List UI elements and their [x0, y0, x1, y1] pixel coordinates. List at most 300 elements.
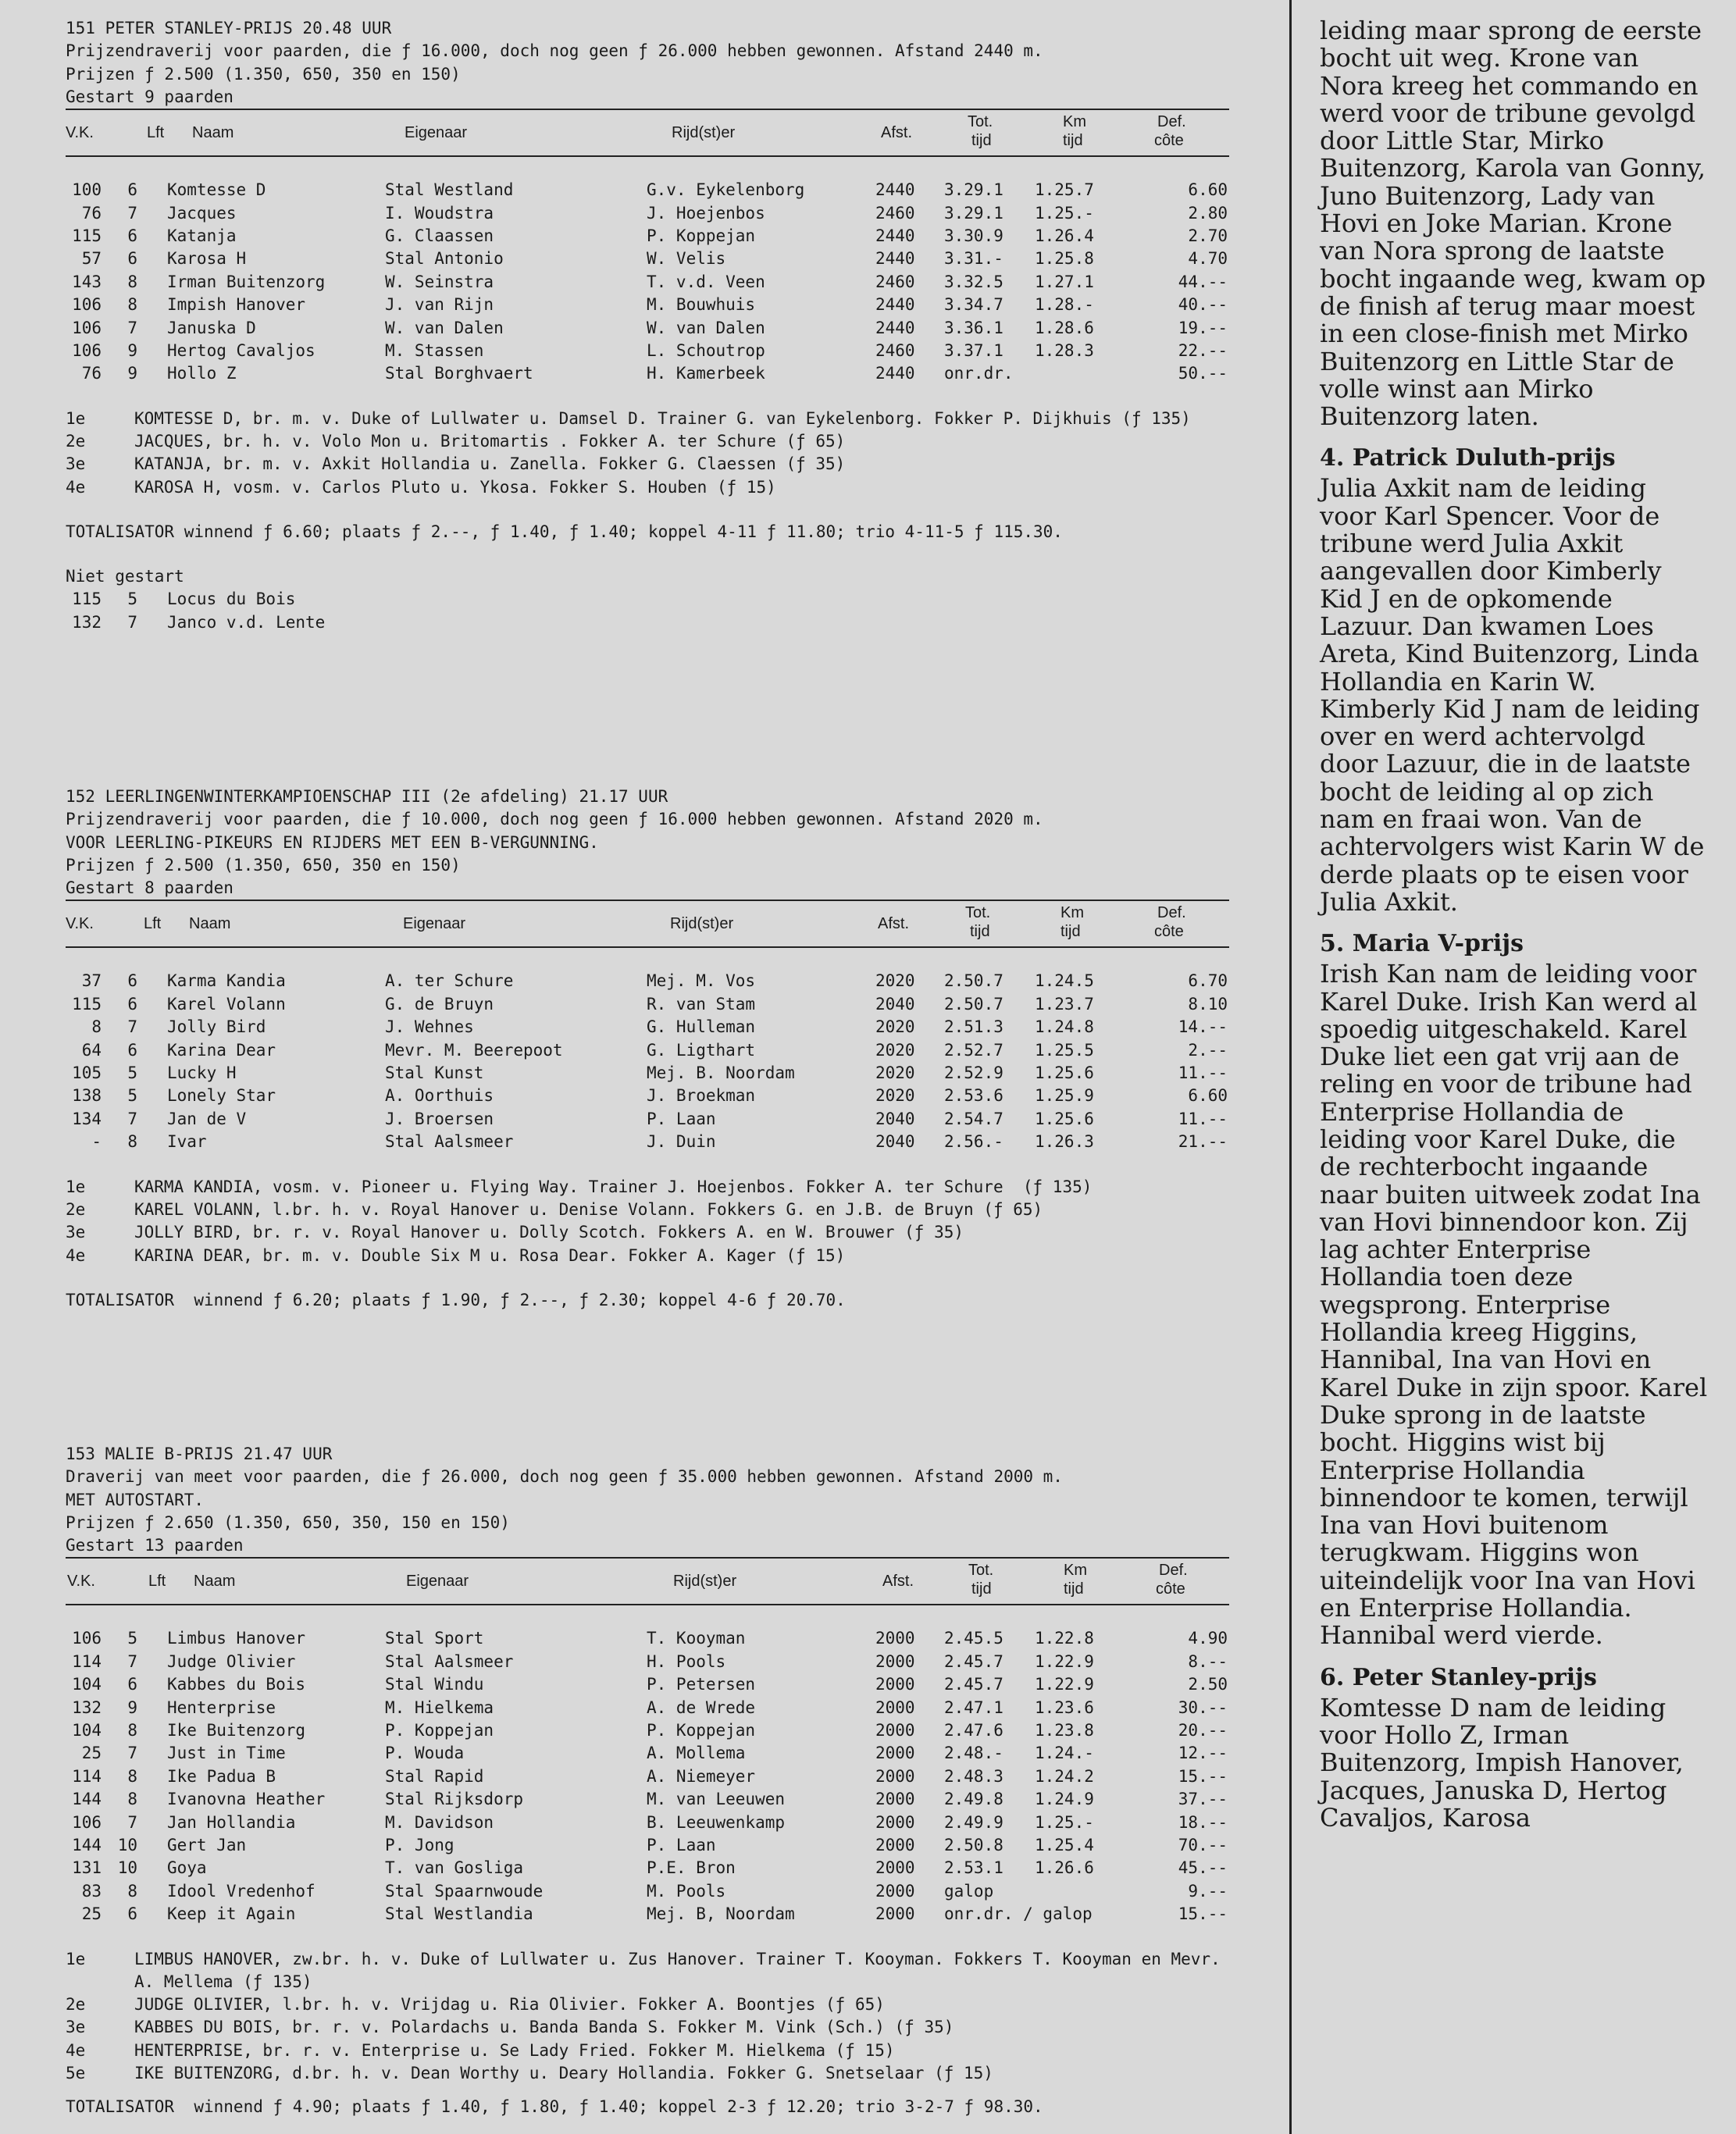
col-tot-1: Tot. [968, 1562, 994, 1580]
vk: 106 [72, 318, 102, 337]
col-rijder: Rijd(st)er [670, 915, 734, 933]
odds: 20.-- [1178, 1721, 1228, 1740]
horse-name: Irman Buitenzorg [167, 272, 326, 291]
lft: 10 [117, 1836, 137, 1854]
race-header [66, 17, 1237, 109]
lft: 6 [127, 1040, 137, 1060]
km-time: 1.23.6 [1035, 1698, 1094, 1717]
odds: 11.-- [1178, 1109, 1228, 1128]
odds: 30.-- [1178, 1698, 1228, 1717]
odds: 14.-- [1178, 1017, 1228, 1037]
km-time: 1.27.1 [1035, 272, 1094, 291]
lft: 7 [127, 1651, 137, 1671]
owner: G. Claassen [385, 226, 494, 245]
total-time: onr.dr. / galop [944, 1904, 1093, 1924]
race-prizes: Prijzen ƒ 2.500 (1.350, 650, 350 en 150) [66, 855, 461, 875]
col-vk: V.K. [67, 1573, 95, 1591]
placing [66, 1245, 1237, 1267]
race-title: 153 MALIE B-PRIJS 21.47 UUR [66, 1445, 333, 1463]
lft: 6 [127, 994, 137, 1014]
odds: 18.-- [1178, 1812, 1228, 1832]
totalisator: TOTALISATOR winnend ƒ 4.90; plaats ƒ 1.40, ƒ 1.80, ƒ 1.40; koppel 2-3 ƒ 12.20; trio 3-2-7 ƒ 98.30. [66, 2097, 1043, 2117]
total-time: 2.48.3 [944, 1766, 1003, 1786]
table-row [66, 202, 1237, 225]
odds: 8.10 [1188, 994, 1228, 1014]
driver: W. Velis [647, 249, 726, 269]
distance: 2020 [875, 971, 915, 991]
table-row [66, 179, 1237, 201]
table-row [66, 611, 1237, 634]
col-km-1: Km [1063, 113, 1086, 131]
total-time: 2.48.- [944, 1744, 1003, 1763]
col-naam: Naam [189, 915, 231, 933]
race-starters: Gestart 13 paarden [66, 1536, 244, 1555]
distance: 2440 [875, 318, 915, 337]
horse-name: Locus du Bois [167, 590, 296, 609]
lft: 6 [127, 226, 137, 245]
driver: M. Bouwhuis [647, 295, 756, 315]
table-row [66, 317, 1237, 340]
horse-name: Karma Kandia [167, 971, 286, 991]
lft: 5 [127, 1629, 137, 1648]
col-vk: V.K. [66, 124, 94, 142]
vk: 115 [72, 226, 102, 245]
placing-text: KABBES DU BOIS, br. r. v. Polardachs u. Banda Banda S. Fokker M. Vink (Sch.) (ƒ 35) [134, 2018, 954, 2037]
total-time: 3.36.1 [944, 318, 1003, 337]
km-time: 1.22.9 [1035, 1675, 1094, 1694]
horse-name: Karina Dear [167, 1040, 276, 1060]
horse-name: Idool Vredenhof [167, 1881, 315, 1901]
vk: 132 [72, 612, 102, 632]
horse-name: Impish Hanover [167, 295, 306, 315]
lft: 6 [127, 249, 137, 269]
owner: A. ter Schure [385, 971, 514, 991]
horse-name: Janco v.d. Lente [167, 612, 326, 632]
km-time: 1.23.8 [1035, 1721, 1094, 1740]
km-time: 1.24.- [1035, 1744, 1094, 1763]
col-km-2: tijd [1063, 132, 1083, 150]
vk: 25 [81, 1744, 102, 1763]
owner: P. Wouda [385, 1744, 465, 1763]
total-time: 2.54.7 [944, 1109, 1003, 1128]
total-time: 2.49.9 [944, 1812, 1003, 1832]
vk: 106 [72, 340, 102, 360]
distance: 2460 [875, 340, 915, 360]
distance: 2000 [875, 1721, 915, 1740]
distance: 2440 [875, 249, 915, 269]
odds: 2.50 [1188, 1675, 1228, 1694]
lft: 7 [127, 612, 137, 632]
total-time: galop [944, 1881, 994, 1901]
placing [66, 453, 1237, 476]
odds: 6.60 [1188, 180, 1228, 200]
owner: Stal Windu [385, 1675, 484, 1694]
distance: 2440 [875, 226, 915, 245]
placing-rank: 2e [66, 1199, 86, 1219]
result-table [66, 179, 1237, 386]
owner: M. Hielkema [385, 1698, 494, 1717]
owner: Stal Aalsmeer [385, 1132, 514, 1152]
placing [66, 476, 1237, 499]
lft: 6 [127, 180, 137, 200]
table-row [66, 1039, 1237, 1062]
placing-text: IKE BUITENZORG, d.br. h. v. Dean Worthy u. Deary Hollandia. Fokker G. Snetselaar (ƒ 15) [134, 2064, 993, 2083]
km-time: 1.24.5 [1035, 971, 1094, 991]
vk: 106 [72, 295, 102, 315]
total-time: 2.49.8 [944, 1790, 1003, 1809]
horse-name: Ike Buitenzorg [167, 1721, 306, 1740]
km-time: 1.25.6 [1035, 1109, 1094, 1128]
lft: 6 [127, 1904, 137, 1924]
lft: 9 [127, 1698, 137, 1717]
km-time: 1.26.4 [1035, 226, 1094, 245]
vk: 104 [72, 1721, 102, 1740]
placing-rank: 1e [66, 1177, 86, 1196]
lft: 8 [127, 1721, 137, 1740]
vk: 76 [81, 364, 102, 383]
placing-text: JUDGE OLIVIER, l.br. h. v. Vrijdag u. Ria Olivier. Fokker A. Boontjes (ƒ 65) [134, 1995, 885, 2015]
km-time: 1.25.- [1035, 203, 1094, 223]
driver: W. van Dalen [647, 318, 765, 337]
horse-name: Katanja [167, 226, 237, 245]
horse-name: Januska D [167, 318, 256, 337]
table-row [66, 1765, 1237, 1788]
owner: Stal Rijksdorp [385, 1790, 524, 1809]
owner: Stal Kunst [385, 1063, 484, 1083]
distance: 2440 [875, 180, 915, 200]
km-time: 1.26.6 [1035, 1858, 1094, 1878]
owner: M. Stassen [385, 340, 484, 360]
table-row [66, 1719, 1237, 1742]
vk: 57 [81, 249, 102, 269]
owner: J. Wehnes [385, 1017, 474, 1037]
vk: 83 [81, 1881, 102, 1901]
km-time: 1.25.5 [1035, 1040, 1094, 1060]
km-time: 1.25.- [1035, 1812, 1094, 1832]
placing [66, 408, 1237, 430]
col-lft: Lft [148, 1573, 166, 1591]
total-time: 3.29.1 [944, 203, 1003, 223]
placing [66, 1948, 1237, 1994]
report-paragraph: Komtesse D nam de leiding voor Hollo Z, Irman Buitenzorg, Impish Hanover, Jacques, Januska D, Hertog Cavaljos, Karosa [1320, 1692, 1684, 1833]
report-heading: 6. Peter Stanley-prijs [1320, 1663, 1597, 1691]
horse-name: Kabbes du Bois [167, 1675, 306, 1694]
total-time: 2.56.- [944, 1132, 1003, 1152]
odds: 11.-- [1178, 1063, 1228, 1083]
lft: 5 [127, 1063, 137, 1083]
placing-text: KAROSA H, vosm. v. Carlos Pluto u. Ykosa. Fokker S. Houben (ƒ 15) [134, 477, 776, 497]
report-paragraph: leiding maar sprong de eerste bocht uit weg. Krone van Nora kreeg het commando en werd voor de tribune gevolgd door Little Star, Mirko Buitenzorg, Karola van Gonny, Juno Buitenzorg, Lady van Hovi en Joke Marian. Krone van Nora sprong de laatste bocht ingaande weg, kwam op de finish af terug maar moest in een close-finish met Mirko Buitenzorg en Little Star de volle winst aan Mirko Buitenzorg laten. [1320, 16, 1706, 432]
owner: P. Jong [385, 1836, 454, 1854]
driver: J. Duin [647, 1132, 716, 1152]
distance: 2000 [875, 1698, 915, 1717]
total-time: 2.47.6 [944, 1721, 1003, 1740]
col-afst: Afst. [881, 124, 913, 142]
col-def-2: côte [1154, 132, 1184, 150]
total-time: 2.52.9 [944, 1063, 1003, 1083]
vk: 131 [72, 1858, 102, 1878]
race-conditions: Draverij van meet voor paarden, die ƒ 26.000, doch nog geen ƒ 35.000 hebben gewonnen. Afstand 2000 m. [66, 1467, 1063, 1487]
report-heading: 4. Patrick Duluth-prijs [1320, 444, 1616, 472]
odds: 2.70 [1188, 226, 1228, 245]
odds: 2.80 [1188, 203, 1228, 223]
col-naam: Naam [194, 1573, 236, 1591]
table-row [66, 1673, 1237, 1696]
total-time: 2.47.1 [944, 1698, 1003, 1717]
km-time: 1.24.8 [1035, 1017, 1094, 1037]
lft: 5 [127, 1086, 137, 1106]
owner: Stal Sport [385, 1629, 484, 1648]
table-row [66, 1742, 1237, 1765]
table-row [66, 993, 1237, 1016]
distance: 2460 [875, 272, 915, 291]
horse-name: Henterprise [167, 1698, 276, 1717]
table-row [66, 1834, 1237, 1857]
placing-rank: 1e [66, 1949, 86, 1968]
lft: 9 [127, 364, 137, 383]
horse-name: Komtesse D [167, 180, 266, 200]
table-row [66, 1131, 1237, 1153]
distance: 2440 [875, 364, 915, 383]
column-header [66, 109, 1237, 157]
horse-name: Goya [167, 1858, 207, 1878]
owner: I. Woudstra [385, 203, 494, 223]
table-row [66, 1697, 1237, 1719]
driver: B. Leeuwenkamp [647, 1812, 786, 1832]
lft: 8 [127, 272, 137, 291]
not-started-label: Niet gestart [66, 567, 184, 586]
distance: 2440 [875, 295, 915, 315]
lft: 8 [127, 295, 137, 315]
table-row [66, 1788, 1237, 1811]
table-row [66, 1108, 1237, 1131]
lft: 8 [127, 1132, 137, 1152]
col-tot-2: tijd [970, 923, 990, 941]
col-rijder: Rijd(st)er [672, 124, 736, 142]
lft: 7 [127, 318, 137, 337]
column-divider [1289, 0, 1292, 2134]
horse-name: Hertog Cavaljos [167, 340, 315, 360]
lft: 7 [127, 203, 137, 223]
distance: 2040 [875, 1109, 915, 1128]
distance: 2000 [875, 1904, 915, 1924]
placing-text: JACQUES, br. h. v. Volo Mon u. Britomartis . Fokker A. ter Schure (ƒ 65) [134, 432, 846, 451]
owner: Stal Aalsmeer [385, 1651, 514, 1671]
vk: 115 [72, 590, 102, 609]
placing [66, 430, 1237, 453]
lft: 7 [127, 1017, 137, 1037]
driver: R. van Stam [647, 994, 756, 1014]
lft: 7 [127, 1812, 137, 1832]
col-tot-2: tijd [971, 1580, 992, 1598]
race-header [66, 786, 1237, 900]
total-time: 3.31.- [944, 249, 1003, 269]
placing-text: HENTERPRISE, br. r. v. Enterprise u. Se Lady Fried. Fokker M. Hielkema (ƒ 15) [134, 2040, 895, 2060]
table-row [66, 271, 1237, 294]
distance: 2000 [875, 1790, 915, 1809]
race-prizes: Prijzen ƒ 2.500 (1.350, 650, 350 en 150) [66, 64, 461, 84]
driver: H. Pools [647, 1651, 726, 1671]
odds: 12.-- [1178, 1744, 1228, 1763]
placing-rank: 4e [66, 2040, 86, 2060]
lft: 8 [127, 1766, 137, 1786]
table-row [66, 1085, 1237, 1107]
km-time: 1.22.9 [1035, 1651, 1094, 1671]
distance: 2460 [875, 203, 915, 223]
owner: A. Oorthuis [385, 1086, 494, 1106]
horse-name: Gert Jan [167, 1836, 247, 1854]
col-rijder: Rijd(st)er [673, 1573, 737, 1591]
horse-name: Karel Volann [167, 994, 286, 1014]
col-km-1: Km [1060, 904, 1084, 922]
col-def-1: Def. [1159, 1562, 1188, 1580]
driver: L. Schoutrop [647, 340, 765, 360]
report-paragraph: Julia Axkit nam de leiding voor Karl Spencer. Voor de tribune werd Julia Axkit aangevallen door Kimberly Kid J en de opkomende Lazuur. Dan kwamen Loes Areta, Kind Buitenzorg, Linda Hollandia en Karin W. Kimberly Kid J nam de leiding over en werd achtervolgd door Lazuur, die in de laatste bocht de leiding al op zich nam en fraai won. Van de achtervolgers wist Karin W de derde plaats op te eisen voor Julia Axkit. [1320, 473, 1705, 917]
total-time: 2.51.3 [944, 1017, 1003, 1037]
table-row [66, 1812, 1237, 1834]
total-time: 3.34.7 [944, 295, 1003, 315]
horse-name: Jolly Bird [167, 1017, 266, 1037]
km-time: 1.25.4 [1035, 1836, 1094, 1854]
race-conditions: Prijzendraverij voor paarden, die ƒ 16.000, doch nog geen ƒ 26.000 hebben gewonnen. Afstand 2440 m. [66, 41, 1043, 61]
driver: P. Laan [647, 1109, 716, 1128]
vk: 76 [81, 203, 102, 223]
distance: 2020 [875, 1040, 915, 1060]
placing-rank: 2e [66, 1995, 86, 2015]
table-row [66, 1903, 1237, 1926]
race-restriction: MET AUTOSTART. [66, 1490, 205, 1509]
km-time: 1.24.2 [1035, 1766, 1094, 1786]
distance: 2020 [875, 1063, 915, 1083]
distance: 2020 [875, 1086, 915, 1106]
placing-text: JOLLY BIRD, br. r. v. Royal Hanover u. Dolly Scotch. Fokkers A. en W. Brouwer (ƒ 35) [134, 1223, 964, 1242]
vk: 138 [72, 1086, 102, 1106]
lft: 7 [127, 1109, 137, 1128]
horse-name: Lonely Star [167, 1086, 276, 1106]
vk: 106 [72, 1629, 102, 1648]
odds: 21.-- [1178, 1132, 1228, 1152]
race-151 [66, 17, 1237, 634]
vk: 106 [72, 1812, 102, 1832]
placing-text: KARINA DEAR, br. m. v. Double Six M u. Rosa Dear. Fokker A. Kager (ƒ 15) [134, 1245, 846, 1265]
col-def-1: Def. [1157, 113, 1186, 131]
horse-name: Jan de V [167, 1109, 247, 1128]
col-eigenaar: Eigenaar [406, 1573, 469, 1591]
col-lft: Lft [147, 124, 165, 142]
driver: A. Mollema [647, 1744, 746, 1763]
lft: 6 [127, 971, 137, 991]
col-def-2: côte [1156, 1580, 1185, 1598]
col-km-2: tijd [1064, 1580, 1084, 1598]
odds: 15.-- [1178, 1904, 1228, 1924]
total-time: 2.50.7 [944, 971, 1003, 991]
lft: 9 [127, 340, 137, 360]
lft: 8 [127, 1790, 137, 1809]
owner: G. de Bruyn [385, 994, 494, 1014]
vk: 114 [72, 1651, 102, 1671]
total-time: 2.45.7 [944, 1651, 1003, 1671]
race-conditions: Prijzendraverij voor paarden, die ƒ 10.000, doch nog geen ƒ 16.000 hebben gewonnen. Afstand 2020 m. [66, 810, 1043, 829]
placing-rank: 3e [66, 1223, 86, 1242]
driver: T. Kooyman [647, 1629, 746, 1648]
horse-name: Just in Time [167, 1744, 286, 1763]
distance: 2020 [875, 1017, 915, 1037]
placing-rank: 4e [66, 1245, 86, 1265]
total-time: 3.37.1 [944, 340, 1003, 360]
odds: 22.-- [1178, 340, 1228, 360]
report-paragraph: Irish Kan nam de leiding voor Karel Duke. Irish Kan werd al spoedig uitgeschakeld. Karel Duke liet een gat vrij aan de reling en voor de tribune had Enterprise Hollandia de leiding voor Karel Duke, die de rechterbocht ingaande naar buiten uitweek zodat Ina van Hovi binnendoor kon. Zij lag achter Enterprise Hollandia toen deze wegsprong. Enterprise Hollandia kreeg Higgins, Hannibal, Ina van Hovi en Karel Duke in zijn spoor. Karel Duke sprong in de laatste bocht. Higgins wist bij Enterprise Hollandia binnendoor te komen, terwijl Ina van Hovi buitenom terugkwam. Higgins won uiteindelijk voor Ina van Hovi en Enterprise Hollandia. Hannibal werd vierde. [1320, 959, 1708, 1651]
col-afst: Afst. [878, 915, 910, 933]
km-time: 1.25.9 [1035, 1086, 1094, 1106]
distance: 2000 [875, 1651, 915, 1671]
owner: T. van Gosliga [385, 1858, 524, 1878]
distance: 2000 [875, 1858, 915, 1878]
placing [66, 1199, 1237, 1221]
owner: Stal Borghvaert [385, 364, 533, 383]
owner: Stal Westlandia [385, 1904, 533, 1924]
placing-text: KATANJA, br. m. v. Axkit Hollandia u. Zanella. Fokker G. Claessen (ƒ 35) [134, 454, 846, 474]
horse-name: Ivar [167, 1132, 207, 1152]
vk: 37 [81, 971, 102, 991]
lft: 6 [127, 1675, 137, 1694]
driver: J. Hoejenbos [647, 203, 765, 223]
vk: 144 [72, 1836, 102, 1854]
placing-rank: 3e [66, 454, 86, 474]
distance: 2000 [875, 1675, 915, 1694]
vk: 144 [72, 1790, 102, 1809]
owner: Stal Westland [385, 180, 514, 200]
placing-text: KOMTESSE D, br. m. v. Duke of Lullwater u. Damsel D. Trainer G. van Eykelenborg. Fokker P. Dijkhuis (ƒ 135) [134, 408, 1191, 428]
col-km-1: Km [1064, 1562, 1087, 1580]
km-time: 1.28.3 [1035, 340, 1094, 360]
odds: 37.-- [1178, 1790, 1228, 1809]
placing-rank: 3e [66, 2018, 86, 2037]
distance: 2000 [875, 1766, 915, 1786]
horse-name: Karosa H [167, 249, 247, 269]
odds: 4.90 [1188, 1629, 1228, 1648]
km-time: 1.24.9 [1035, 1790, 1094, 1809]
distance: 2040 [875, 994, 915, 1014]
total-time: 2.52.7 [944, 1040, 1003, 1060]
driver: P.E. Bron [647, 1858, 736, 1878]
horse-name: Jan Hollandia [167, 1812, 296, 1832]
horse-name: Limbus Hanover [167, 1629, 306, 1648]
vk: 114 [72, 1766, 102, 1786]
placing [66, 1221, 1237, 1244]
owner: Stal Antonio [385, 249, 504, 269]
col-eigenaar: Eigenaar [405, 124, 468, 142]
lft: 8 [127, 1881, 137, 1901]
placing [66, 2016, 1237, 2039]
header-rule-top [66, 1557, 1229, 1559]
vk: 8 [91, 1017, 102, 1037]
placing-rank: 1e [66, 408, 86, 428]
placing-rank: 2e [66, 432, 86, 451]
table-row [66, 1062, 1237, 1085]
total-time: 3.29.1 [944, 180, 1003, 200]
driver: G. Ligthart [647, 1040, 756, 1060]
driver: P. Petersen [647, 1675, 756, 1694]
horse-name: Ike Padua B [167, 1766, 276, 1786]
race-title: 151 PETER STANLEY-PRIJS 20.48 UUR [66, 19, 392, 37]
vk: 134 [72, 1109, 102, 1128]
total-time: 2.53.1 [944, 1858, 1003, 1878]
driver: P. Koppejan [647, 226, 756, 245]
distance: 2000 [875, 1629, 915, 1648]
vk: 143 [72, 272, 102, 291]
total-time: 2.50.8 [944, 1836, 1003, 1854]
driver: A. Niemeyer [647, 1766, 756, 1786]
